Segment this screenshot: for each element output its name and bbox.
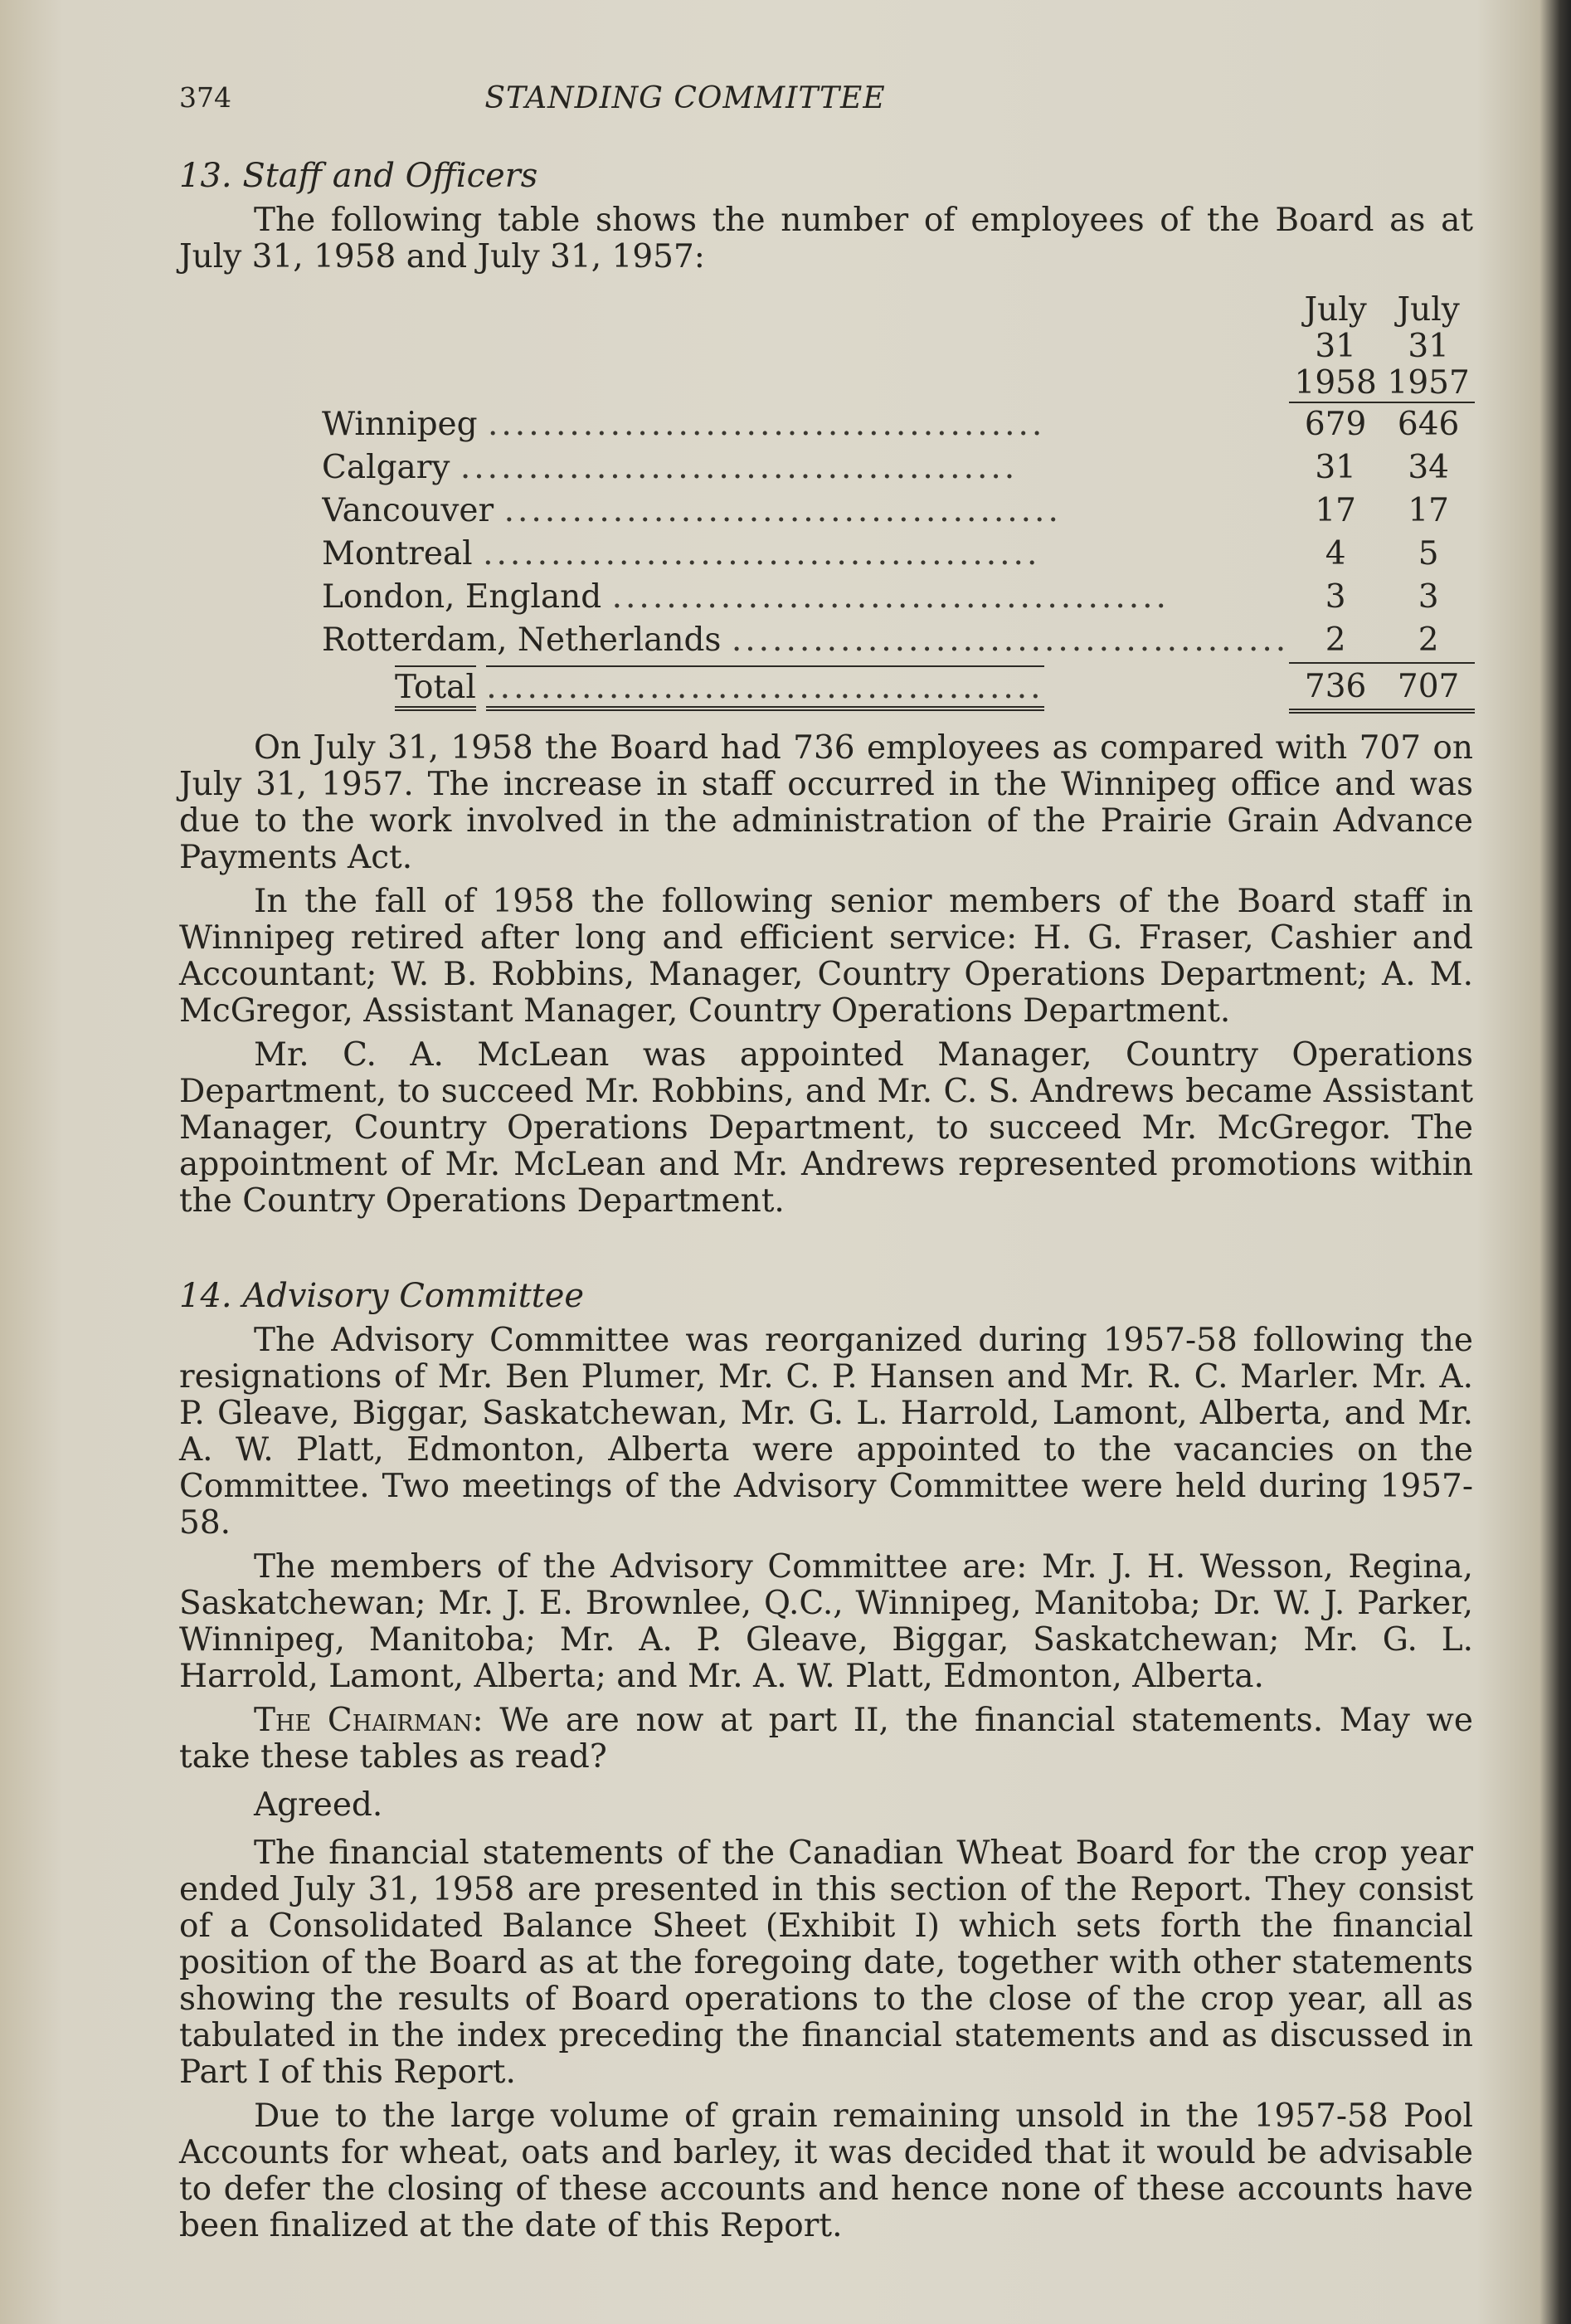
column-header-1957: July 31 [1397,291,1460,365]
table-row [322,533,1475,576]
running-title: STANDING COMMITTEE [484,81,886,115]
chairman-text: We are now at part II, the financial statements. May we take these tables as read? [179,1702,1473,1776]
column-header-1957-year: 1957 [1382,365,1475,403]
paragraph: The financial statements of the Canadian Wheat Board for the crop year ended July 31, 1958 are presented in this section of the Report. They consist of a Consolidated Balance Sheet (Exhibit I) which sets forth the financial position of the Board as at the foregoing date, together with other statements showing the results of Board operations to the close of the crop year, all as tabulated in the index preceding the financial statements and as discussed in Part I of this Report. [179,1834,1473,2091]
count-1958: 31 [1315,449,1356,486]
leader-dots: ......................................... [488,406,1046,443]
paragraph: Mr. C. A. McLean was appointed Manager, Country Operations Department, to succeed Mr. Robbins, and Mr. C. S. Andrews became Assistant Manager, Country Operations Department, to succeed Mr. McGregor. The appointment of Mr. McLean and Mr. Andrews represented promotions within the Country Operations Department. [179,1036,1473,1220]
count-1958: 3 [1325,578,1346,616]
table-row [322,490,1475,533]
section-13-title: 13. Staff and Officers [179,157,538,195]
count-1957: 3 [1418,578,1439,616]
count-1957: 5 [1418,535,1439,572]
page-content [179,156,1473,2244]
count-1957: 17 [1408,492,1449,529]
chairman-remark [179,1703,1473,1776]
office-label: Rotterdam, Netherlands [322,621,722,659]
leader-dots: ......................................... [460,449,1019,486]
office-label: Montreal [322,535,473,572]
paragraph: The Advisory Committee was reorganized during 1957-58 following the resignations of Mr. Ben Plumer, Mr. C. P. Hansen and Mr. R. C. Marler. Mr. A. P. Gleave, Biggar, Saskatchewan, Mr. G. L. Harrold, Lamont, Alberta, and Mr. A. W. Platt, Edmonton, Alberta were appointed to the vacancies on the Committee. Two meetings of the Advisory Committee were held during 1957-58. [179,1322,1473,1542]
total-1957: 707 [1382,662,1475,714]
paragraph: The members of the Advisory Committee are: Mr. J. H. Wesson, Regina, Saskatchewan; Mr. J. E. Brownlee, Q.C., Winnipeg, Manitoba; Dr. W. J. Parker, Winnipeg, Manitoba; Mr. A. P. Gleave, Biggar, Saskatchewan; Mr. G. L. Harrold, Lamont, Alberta; and Mr. A. W. Platt, Edmonton, Alberta. [179,1548,1473,1695]
table-row [322,446,1475,490]
count-1958: 2 [1325,621,1346,659]
table-total-row [322,662,1475,714]
table-header-row [322,292,1475,365]
chairman-label: The Chairman: [254,1702,484,1739]
total-label: Total [395,665,476,711]
table-row [322,576,1475,619]
count-1958: 4 [1325,535,1346,572]
leader-dots: ......................................... [731,621,1290,659]
leader-dots: ......................................... [611,578,1170,616]
paragraph: Due to the large volume of grain remaining unsold in the 1957-58 Pool Accounts for wheat, oats and barley, it was decided that it would be advisable to defer the closing of these accounts and hence none of these accounts have been finalized at the date of this Report. [179,2097,1473,2244]
total-1958: 736 [1289,662,1382,714]
section-13-intro: The following table shows the number of employees of the Board as at July 31, 1958 and July 31, 1957: [179,202,1473,275]
count-1957: 34 [1408,449,1449,486]
office-label: Calgary [322,449,450,486]
office-label: London, England [322,578,602,616]
staff-table [322,292,1475,714]
office-label: Vancouver [322,492,494,529]
table-header-row [322,365,1475,403]
column-header-1958: July 31 [1304,291,1367,365]
running-head [179,81,1473,128]
count-1957: 2 [1418,621,1439,659]
leader-dots: ......................................... [486,665,1043,711]
section-14-title: 14. Advisory Committee [179,1277,585,1315]
count-1957: 646 [1397,406,1460,443]
leader-dots: ......................................... [503,492,1062,529]
column-header-1958-year: 1958 [1289,365,1382,403]
paragraph: In the fall of 1958 the following senior members of the Board staff in Winnipeg retired after long and efficient service: H. G. Fraser, Cashier and Accountant; W. B. Robbins, Manager, Country Operations Department; A. M. McGregor, Assistant Manager, Country Operations Department. [179,883,1473,1030]
count-1958: 17 [1315,492,1356,529]
count-1958: 679 [1304,406,1367,443]
table-row [322,619,1475,662]
page-number: 374 [179,81,231,114]
office-label: Winnipeg [322,406,478,443]
agreed-line: Agreed. [254,1786,383,1824]
table-row [322,403,1475,446]
paragraph: On July 31, 1958 the Board had 736 employees as compared with 707 on July 31, 1957. The increase in staff occurred in the Winnipeg office and was due to the work involved in the administration of the Prairie Grain Advance Payments Act. [179,729,1473,876]
leader-dots: ......................................... [483,535,1041,572]
